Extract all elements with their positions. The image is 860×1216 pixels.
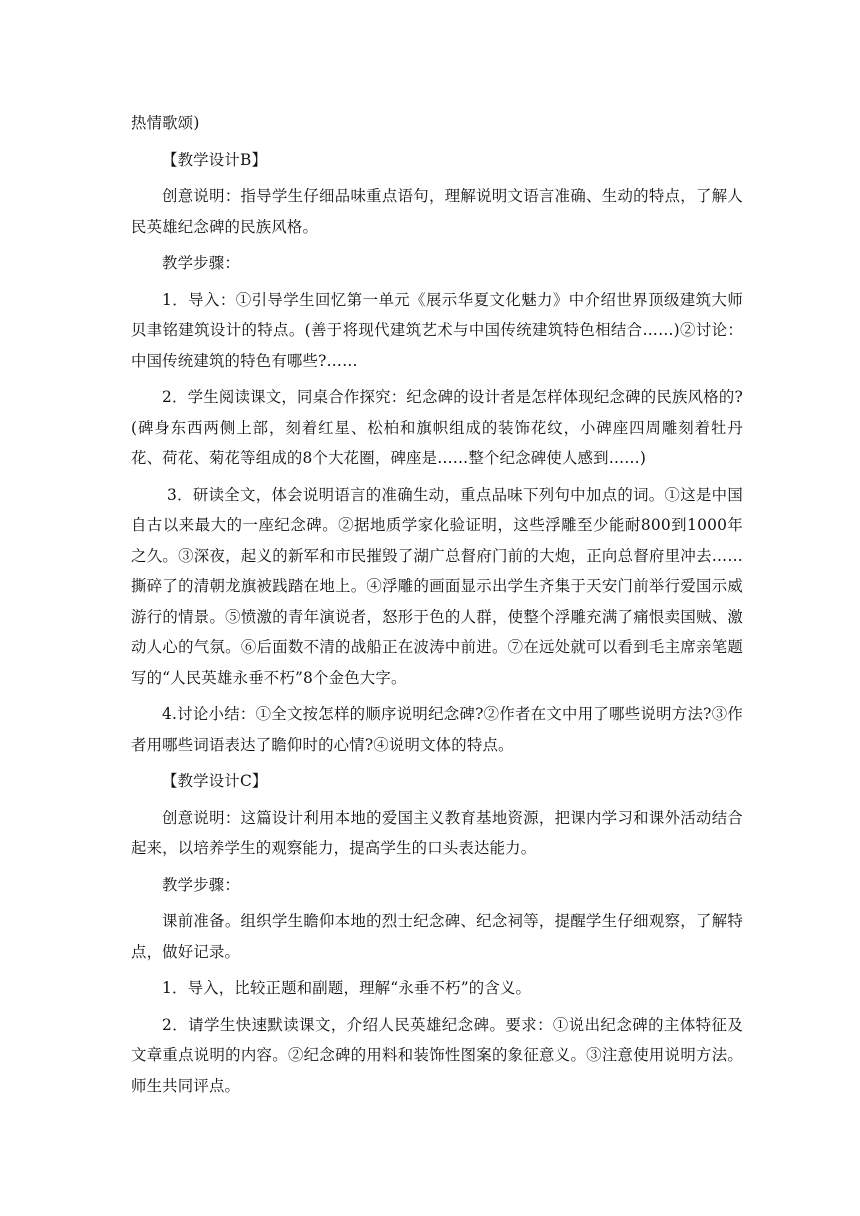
paragraph-preparation-c: 课前准备。组织学生瞻仰本地的烈士纪念碑、纪念祠等，提醒学生仔细观察，了解特点，做好记录。 xyxy=(131,912,743,961)
paragraph-steps-label-b: 教学步骤： xyxy=(162,254,240,272)
paragraph-step-2-b: 2．学生阅读课文，同桌合作探究：纪念碑的设计者是怎样体现纪念碑的民族风格的?(碑身东西两侧上部，刻着红星、松柏和旗帜组成的装饰花纹，小碑座四周雕刻着牡丹花、荷花、菊花等组成的8个大花圈，碑座是……整个纪念碑使人感到……) xyxy=(131,388,743,467)
paragraph-step-1-c: 1．导入，比较正题和副题，理解“永垂不朽”的含义。 xyxy=(162,979,532,997)
paragraph-step-1-b: 1．导入：①引导学生回忆第一单元《展示华夏文化魅力》中介绍世界顶级建筑大师贝聿铭建筑设计的特点。(善于将现代建筑艺术与中国传统建筑特色相结合……)②讨论：中国传统建筑的特色有哪些?…… xyxy=(131,290,743,370)
paragraph-step-2-c: 2．请学生快速默读课文，介绍人民英雄纪念碑。要求：①说出纪念碑的主体特征及文章重点说明的内容。②纪念碑的用料和装饰性图案的象征意义。③注意使用说明方法。师生共同评点。 xyxy=(131,1015,743,1095)
paragraph-continuation: 热情歌颂) xyxy=(131,114,200,132)
document-body xyxy=(131,108,743,1101)
paragraph-step-4-b: 4.讨论小结：①全文按怎样的顺序说明纪念碑?②作者在文中用了哪些说明方法?③作者用哪些词语表达了瞻仰时的心情?④说明文体的特点。 xyxy=(131,705,743,754)
paragraph-steps-label-c: 教学步骤： xyxy=(162,875,240,894)
paragraph-creative-note-c: 创意说明：这篇设计利用本地的爱国主义教育基地资源，把课内学习和课外活动结合起来，以培养学生的观察能力，提高学生的口头表达能力。 xyxy=(131,808,743,857)
paragraph-step-3-b: 3．研读全文，体会说明语言的准确生动，重点品味下列句中加点的词。①这是中国自古以来最大的一座纪念碑。②据地质学家化验证明，这些浮雕至少能耐800到1000年之久。③深夜，起义的新军和市民摧毁了湖广总督府门前的大炮，正向总督府里冲去……撕碎了的清朝龙旗被践踏在地上。④浮雕的画面显示出学生齐集于天安门前举行爱国示威游行的情景。⑤愤激的青年演说者，怒形于色的人群，使整个浮雕充满了痛恨卖国贼、激动人心的气氛。⑥后面数不清的战船正在波涛中前进。⑦在远处就可以看到毛主席亲笔题写的“人民英雄永垂不朽”8个金色大字。 xyxy=(131,485,743,687)
paragraph-creative-note-b: 创意说明：指导学生仔细品味重点语句，理解说明文语言准确、生动的特点，了解人民英雄纪念碑的民族风格。 xyxy=(131,187,743,236)
heading-design-c: 【教学设计C】 xyxy=(162,772,268,790)
heading-design-b: 【教学设计B】 xyxy=(162,150,268,169)
